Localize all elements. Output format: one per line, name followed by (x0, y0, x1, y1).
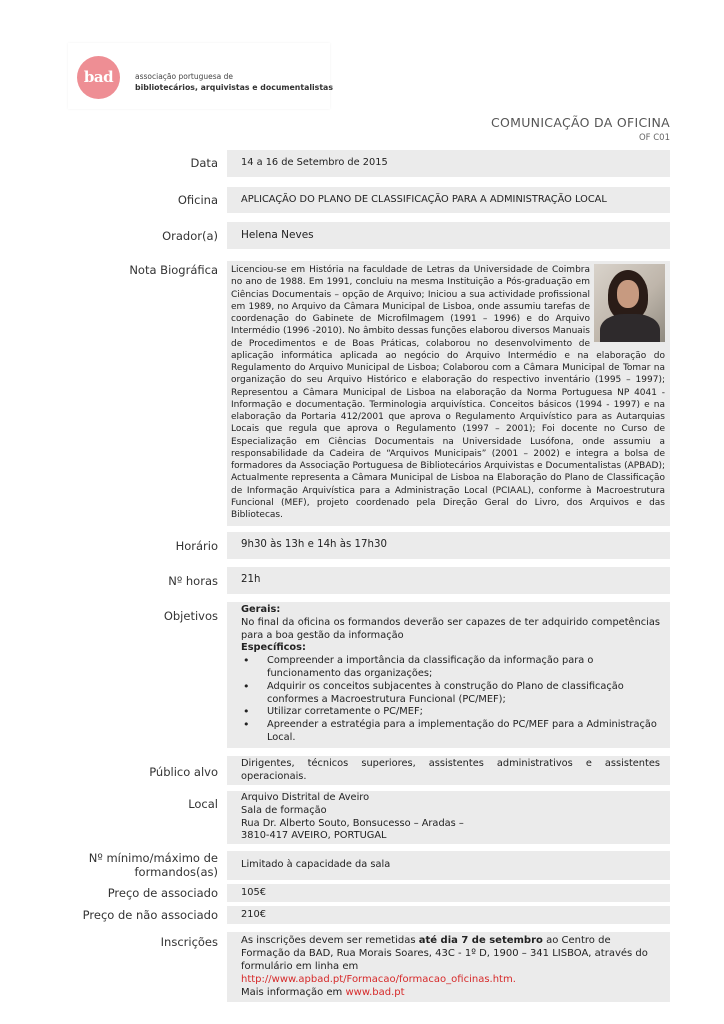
document-title: COMUNICAÇÃO DA OFICINA (490, 115, 670, 130)
inscricoes-label: Inscrições (160, 935, 218, 949)
logo (68, 43, 333, 109)
formandos-value: Limitado à capacidade da sala (227, 851, 670, 880)
logo-mark: bad (77, 56, 120, 99)
logo-line1: associação portuguesa de (135, 72, 234, 81)
local-line: Rua Dr. Alberto Souto, Bonsucesso – Aradas – (241, 817, 464, 829)
formandos-label (89, 851, 218, 879)
horas-value: 21h (227, 567, 670, 594)
local-line: Arquivo Distrital de Aveiro (241, 792, 370, 803)
formandos-label-line: Nº mínimo/máximo de (88, 851, 218, 865)
objetivos-gerais-text: No final da oficina os formandos deverão ser capazes de ter adquirido competências para a boa gestão da informação (241, 616, 660, 641)
objetivos-especificos-title: Específicos: (241, 642, 306, 654)
objetivo-item: • Adquirir os conceitos subjacentes à construção do Plano de classificação conformes a Macroestrutura Funcional (PC/MEF); (241, 681, 660, 707)
horas-label: Nº horas (168, 574, 218, 588)
local-label: Local (188, 797, 218, 811)
preco-nao-associado-value: 210€ (227, 906, 670, 924)
local-line: Sala de formação (241, 804, 327, 816)
speaker-photo (594, 264, 665, 342)
orador-label: Orador(a) (162, 229, 218, 243)
orador-value: Helena Neves (227, 222, 670, 249)
document-code: OF C01 (638, 133, 670, 143)
nota-biografica-label: Nota Biográfica (129, 263, 218, 277)
inscricoes-text: As inscrições devem ser remetidas (241, 935, 419, 946)
inscricoes-text: ao Centro de Formação da BAD, Rua Morais Soares, 43C - 1º D, 1900 – 341 LISBOA, através do formulário em linha em (241, 935, 648, 972)
horario-value: 9h30 às 13h e 14h às 17h30 (227, 532, 670, 559)
logo-line2: bibliotecários, arquivistas e documentalistas (135, 83, 333, 92)
objetivo-item: • Apreender a estratégia para a implementação do PC/MEF para a Administração Local. (241, 719, 660, 745)
objetivos-gerais-title: Gerais: (241, 604, 281, 615)
mais-informacao-text: Mais informação em (241, 987, 346, 998)
objetivo-item: • Compreender a importância da classificação da informação para o funcionamento das organizações; (241, 655, 660, 681)
preco-associado-label: Preço de associado (107, 886, 218, 900)
local-value (227, 791, 670, 844)
data-label: Data (190, 156, 218, 170)
oficina-label: Oficina (177, 193, 218, 207)
local-line: 3810-417 AVEIRO, PORTUGAL (241, 830, 387, 842)
horario-label: Horário (175, 539, 218, 553)
bio-text: Licenciou-se em História na faculdade de Letras da Universidade de Coimbra no ano de 1988. Em 1991, concluiu na mesma Instituição a Pós-graduação em Ciências Documentais – opção de Arquivo; Iniciou a sua actividade profissional em 1989, no Arquivo da Câmara Municipal de Lisboa, onde assumiu tarefas de coordenação do Gabinete de Microfilmagem (1991 – 1996) e do Arquivo Intermédio (1996 -2010). No âmbito dessas funções elaborou diversos Manuais de Procedimentos e de Boas Práticas, colaborou no desenvolvimento de aplicação informática aplicada ao negócio do Arquivo Intermédio e na elaboração do Regulamento do Arquivo Municipal de Lisboa; Colaborou com a Câmara Municipal de Tomar na organização do seu Arquivo Histórico e elaboração do respectivo inventário (1995 – 1997); Representou a Câmara Municipal de Lisboa na elaboração da Norma Portuguesa NP 4041 - Informação e documentação. Terminologia arquivística. Conceitos básicos (1994 - 1997) e na elaboração da Portaria 412/2001 que aprova o Regulamento Arquivístico para as Autarquias Locais que regula que aprova o Regulamento (1997 – 2001); Foi docente no Curso de Especialização em Ciências Documentais na Universidade Lusófona, onde assumiu a responsabilidade da Cadeira de “Arquivos Municipais” (2001 – 2002) e integra a bolsa de formadores da Associação Portuguesa de Bibliotecários Arquivistas e Documentalistas (APBAD); Actualmente representa a Câmara Municipal de Lisboa na Elaboração do Plano de Classificação de Informação Arquivística para a Administração Local (PCIAAL), conforme à Macroestrutura Funcional (MEF), projeto coordenado pela Direção Geral do Livro, dos Arquivos e das Bibliotecas. (231, 265, 665, 520)
preco-associado-value: 105€ (227, 884, 670, 902)
inscricoes-deadline: até dia 7 de setembro (418, 935, 543, 946)
nota-biografica-value (227, 261, 670, 526)
formandos-label-line: formandos(as) (134, 865, 218, 879)
preco-nao-associado-label: Preço de não associado (82, 908, 218, 922)
objetivos-list (241, 655, 660, 745)
objetivos-value (227, 602, 670, 748)
formulario-link[interactable]: http://www.apbad.pt/Formacao/formacao_oficinas.htm. (241, 974, 516, 985)
inscricoes-value (227, 932, 670, 1002)
oficina-value: APLICAÇÃO DO PLANO DE CLASSIFICAÇÃO PARA A ADMINISTRAÇÃO LOCAL (227, 187, 670, 213)
publico-alvo-label: Público alvo (149, 765, 218, 779)
publico-alvo-value: Dirigentes, técnicos superiores, assistentes administrativos e assistentes operacionais. (227, 756, 670, 785)
data-value: 14 a 16 de Setembro de 2015 (227, 150, 670, 177)
objetivos-label: Objetivos (163, 609, 218, 623)
objetivo-item: • Utilizar corretamente o PC/MEF; (241, 706, 660, 719)
bad-website-link[interactable]: www.bad.pt (345, 987, 405, 998)
